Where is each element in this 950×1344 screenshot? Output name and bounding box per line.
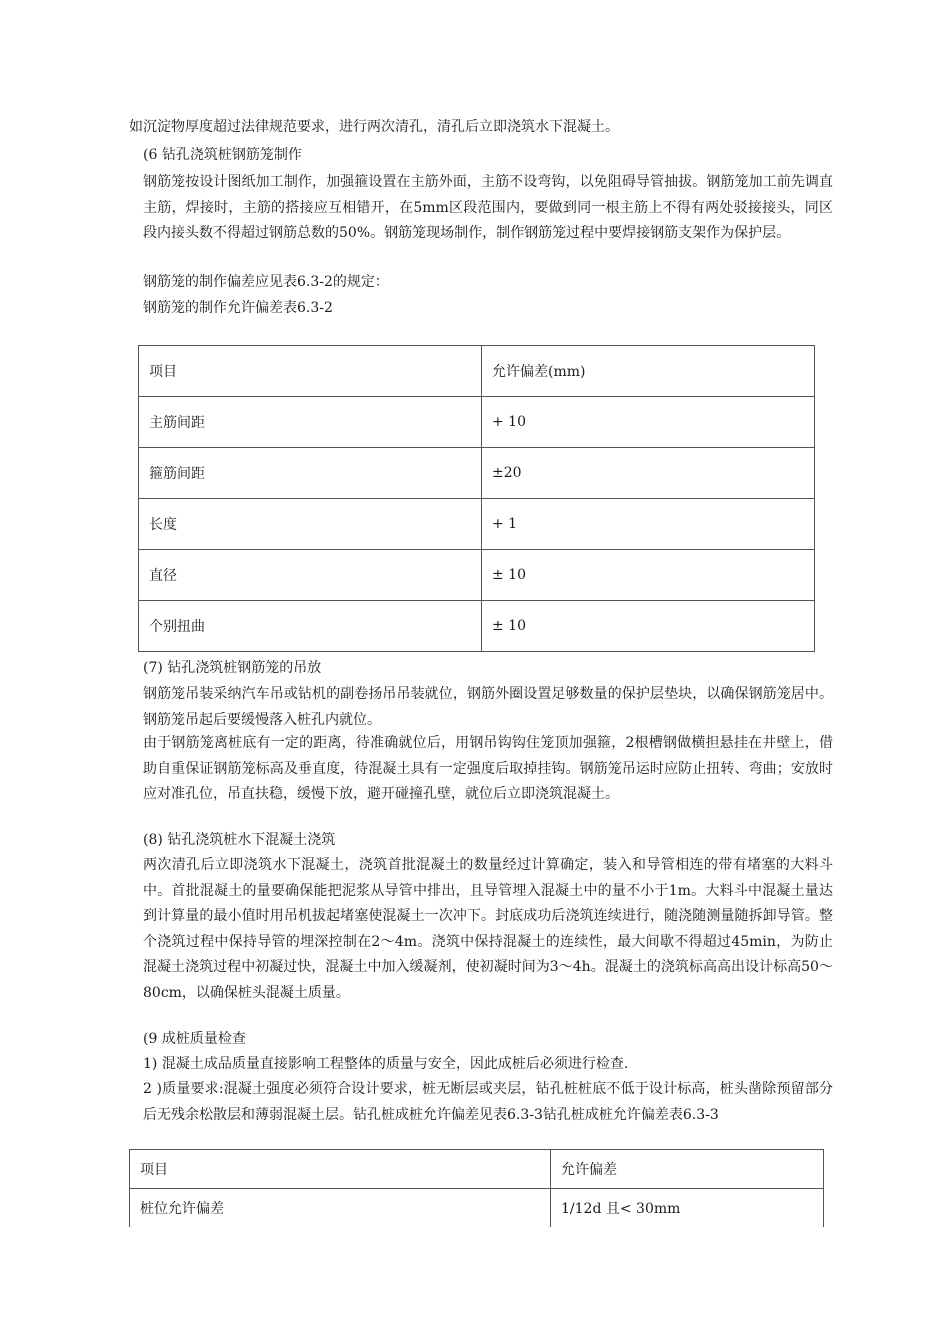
table-row [139,448,815,499]
table-cell: 允许偏差(mm) [482,346,815,397]
table-cell: + 1 [482,499,815,550]
table-row [139,550,815,601]
table-cell: 桩位允许偏差 [130,1189,551,1228]
table-row [139,346,815,397]
table-cell: 主筋间距 [139,397,482,448]
table-row [139,601,815,652]
section-6-table-caption: 钢筋笼的制作允许偏差表6.3-2 [143,300,333,316]
section-7-paragraph-1: 钢筋笼吊装采纳汽车吊或钻机的副卷扬吊吊装就位，钢筋外圈设置足够数量的保护层垫块，以确保钢筋笼居中。钢筋笼吊起后要缓慢落入桩孔内就位。 [143,686,833,728]
tolerance-table-6-3-2 [138,345,815,652]
table-cell: ± 10 [482,601,815,652]
table-cell: 允许偏差 [551,1150,824,1189]
table-cell: 直径 [139,550,482,601]
table-row [130,1150,824,1189]
section-6-line-1: 钢筋笼的制作偏差应见表6.3-2的规定： [143,274,389,290]
intro-line: 如沉淀物厚度超过法律规范要求，进行两次清孔，清孔后立即浇筑水下混凝土。 [129,119,619,135]
table-cell: 个别扭曲 [139,601,482,652]
table-row [139,397,815,448]
section-8-heading: (8) 钻孔浇筑桩水下混凝土浇筑 [143,832,336,848]
table-cell: ±20 [482,448,815,499]
table-cell: 项目 [139,346,482,397]
table-cell: + 10 [482,397,815,448]
section-7-paragraph-2: 由于钢筋笼离桩底有一定的距离，待准确就位后，用钢吊钩钩住笼顶加强箍，2根槽钢做横担悬挂在井壁上，借助自重保证钢筋笼标高及垂直度，待混凝土具有一定强度后取掉挂钩。钢筋笼吊运时应防止扭转、弯曲；安放时应对准孔位，吊直扶稳，缓慢下放，避开碰撞孔壁，就位后立即浇筑混凝土。 [143,735,833,802]
section-7-heading: (7) 钻孔浇筑桩钢筋笼的吊放 [143,660,322,676]
table-cell: 1/12d 且< 30mm [551,1189,824,1228]
table-cell: 项目 [130,1150,551,1189]
table-cell: ± 10 [482,550,815,601]
table-row [130,1189,824,1228]
section-9-item-1: 1) 混凝土成品质量直接影响工程整体的质量与安全，因此成桩后必须进行检查. [143,1056,629,1072]
table-cell: 长度 [139,499,482,550]
pile-tolerance-table-6-3-3 [129,1149,824,1227]
section-8-paragraph: 两次清孔后立即浇筑水下混凝土，浇筑首批混凝土的数量经过计算确定，装入和导管相连的带有堵塞的大料斗中。首批混凝土的量要确保能把泥浆从导管中排出，且导管埋入混凝土中的量不小于1m。大料斗中混凝土量达到计算量的最小值时用吊机拔起堵塞使混凝土一次冲下。封底成功后浇筑连续进行，随浇随测量随拆卸导管。整个浇筑过程中保持导管的埋深控制在2〜4m。浇筑中保持混凝土的连续性，最大间歇不得超过45min，为防止混凝土浇筑过程中初凝过快，混凝土中加入缓凝剂，使初凝时间为3〜4h。混凝土的浇筑标高高出设计标高50〜80cm，以确保桩头混凝土质量。 [143,857,833,1001]
table-row [139,499,815,550]
section-9-item-2: 2 )质量要求:混凝土强度必须符合设计要求，桩无断层或夹层，钻孔桩桩底不低于设计标高，桩头凿除预留部分后无残余松散层和薄弱混凝土层。钻孔桩成桩允许偏差见表6.3-3钻孔桩成桩允许偏差表6.3-3 [143,1081,833,1123]
table-cell: 箍筋间距 [139,448,482,499]
section-6-paragraph: 钢筋笼按设计图纸加工制作，加强箍设置在主筋外面，主筋不设弯钩，以免阻碍导管抽拔。钢筋笼加工前先调直主筋，焊接时，主筋的搭接应互相错开，在5mm区段范围内，要做到同一根主筋上不得有两处驳接接头，同区段内接头数不得超过钢筋总数的50%。钢筋笼现场制作，制作钢筋笼过程中要焊接钢筋支架作为保护层。 [143,174,833,241]
section-9-heading: (9 成桩质量检查 [143,1031,246,1047]
section-6-heading: (6 钻孔浇筑桩钢筋笼制作 [143,147,302,163]
